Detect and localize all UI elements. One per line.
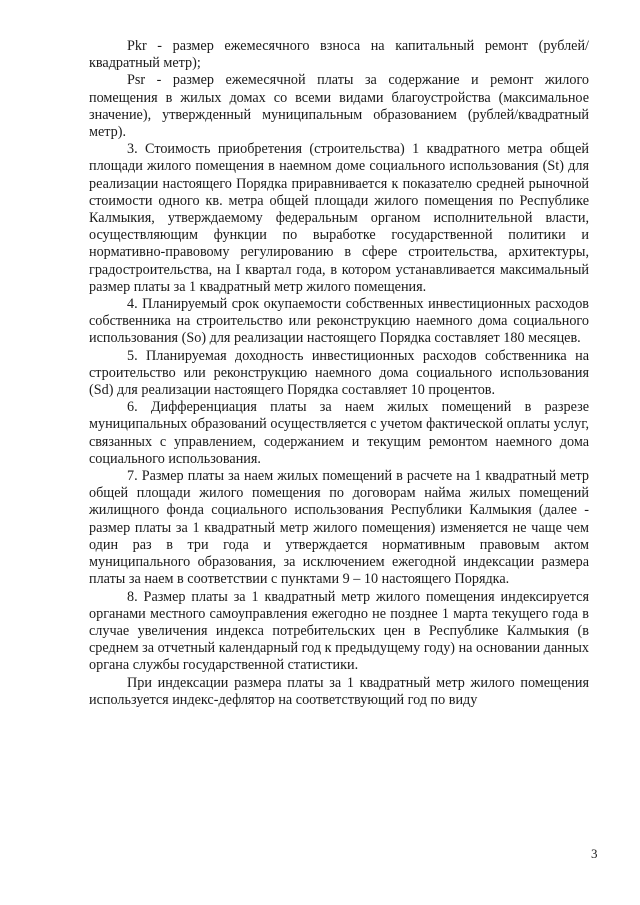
paragraph: 4. Планируемый срок окупаемости собственных инвестиционных расходов собственника на строительство или реконструкцию наемного дома социального использования (So) для реализации настоящего Порядка составляет 180 месяцев. <box>89 296 589 347</box>
paragraph: 3. Стоимость приобретения (строительства) 1 квадратного метра общей площади жилого помещения в наемном доме социального использования (St) для реализации настоящего Порядка приравнивается к показателю средней рыночной стоимости одного кв. метра общей площади жилого помещения по Республике Калмыкия, утверждаемому федеральным органом исполнительной власти, осуществляющим функции по выработке государственной политики и нормативно-правовому регулированию в сфере строительства, архитектуры, градостроительства, на I квартал года, в котором устанавливается максимальный размер платы за 1 квадратный метр жилого помещения. <box>89 141 589 295</box>
paragraph: При индексации размера платы за 1 квадратный метр жилого помещения используется индекс-дефлятор на соответствующий год по виду <box>89 674 589 708</box>
page-number: 3 <box>591 846 598 861</box>
paragraph: 6. Дифференциация платы за наем жилых помещений в разрезе муниципальных образований осуществляется с учетом фактической оплаты услуг, связанных с управлением, содержанием и текущим ремонтом наемного дома социального использования. <box>89 399 589 467</box>
paragraph: Psr - размер ежемесячной платы за содержание и ремонт жилого помещения в жилых домах со всеми видами благоустройства (максимальное значение), утвержденный муниципальным образованием (рублей/квадратный метр). <box>89 72 589 141</box>
paragraph: Pkr - размер ежемесячного взноса на капитальный ремонт (рублей/квадратный метр); <box>89 38 589 72</box>
paragraph: 8. Размер платы за 1 квадратный метр жилого помещения индексируется органами местного самоуправления ежегодно не позднее 1 марта текущего года в случае увеличения индекса потребительских цен в Республике Калмыкия (в среднем за отчетный календарный год к предыдущему году) на основании данных органа службы государственной статистики. <box>89 588 589 674</box>
paragraph: 5. Планируемая доходность инвестиционных расходов собственника на строительство или реконструкцию наемного дома социального использования (Sd) для реализации настоящего Порядка составляет 10 процентов. <box>89 347 589 399</box>
paragraph: 7. Размер платы за наем жилых помещений в расчете на 1 квадратный метр общей площади жилого помещения по договорам найма жилых помещений жилищного фонда социального использования Республики Калмыкия (далее - размер платы за 1 квадратный метр жилого помещения) изменяется не чаще чем один раз в три года и утверждается нормативным правовым актом муниципального образования, за исключением ежегодной индексации размера платы за наем в соответствии с пунктами 9 – 10 настоящего Порядка. <box>89 468 589 588</box>
document-body <box>89 38 589 709</box>
